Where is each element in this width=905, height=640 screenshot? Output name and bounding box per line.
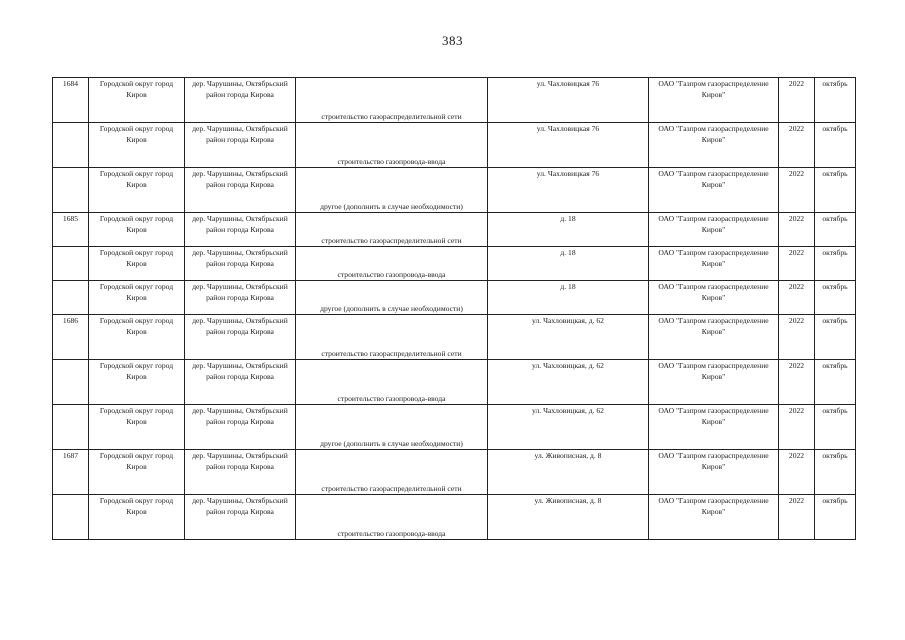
- owner-cell: ОАО "Газпром газораспределение Киров": [649, 168, 779, 213]
- month-cell: октябрь: [815, 495, 856, 540]
- row-number: [53, 360, 89, 405]
- work-type-cell: другое (дополнить в случае необходимости): [296, 281, 488, 315]
- work-type-cell: строительство газораспределительной сети: [296, 450, 488, 495]
- work-type-cell: другое (дополнить в случае необходимости): [296, 168, 488, 213]
- year-cell: 2022: [779, 315, 815, 360]
- work-type-cell: строительство газораспределительной сети: [296, 213, 488, 247]
- locality-cell: дер. Чарушины, Октябрьский район города Кирова: [185, 168, 296, 213]
- address-cell: д. 18: [488, 213, 649, 247]
- year-cell: 2022: [779, 78, 815, 123]
- row-number: 1684: [53, 78, 89, 123]
- row-number: [53, 495, 89, 540]
- table-row: [53, 405, 856, 450]
- month-cell: октябрь: [815, 360, 856, 405]
- work-type-cell: строительство газораспределительной сети: [296, 78, 488, 123]
- year-cell: 2022: [779, 405, 815, 450]
- table-row: [53, 495, 856, 540]
- table-row: [53, 213, 856, 247]
- table-row: [53, 78, 856, 123]
- gasification-table: [52, 77, 856, 540]
- row-number: [53, 123, 89, 168]
- table-row: [53, 123, 856, 168]
- year-cell: 2022: [779, 123, 815, 168]
- owner-cell: ОАО "Газпром газораспределение Киров": [649, 450, 779, 495]
- address-cell: ул. Чахловицкая, д. 62: [488, 405, 649, 450]
- year-cell: 2022: [779, 360, 815, 405]
- municipality-cell: Городской округ город Киров: [89, 213, 185, 247]
- month-cell: октябрь: [815, 450, 856, 495]
- table-row: [53, 360, 856, 405]
- row-number: 1685: [53, 213, 89, 247]
- table-body: [53, 78, 856, 540]
- month-cell: октябрь: [815, 247, 856, 281]
- address-cell: ул. Чахловицкая 76: [488, 168, 649, 213]
- owner-cell: ОАО "Газпром газораспределение Киров": [649, 247, 779, 281]
- address-cell: ул. Чахловицкая 76: [488, 123, 649, 168]
- municipality-cell: Городской округ город Киров: [89, 360, 185, 405]
- owner-cell: ОАО "Газпром газораспределение Киров": [649, 123, 779, 168]
- month-cell: октябрь: [815, 405, 856, 450]
- locality-cell: дер. Чарушины, Октябрьский район города Кирова: [185, 315, 296, 360]
- row-number: [53, 281, 89, 315]
- municipality-cell: Городской округ город Киров: [89, 281, 185, 315]
- municipality-cell: Городской округ город Киров: [89, 123, 185, 168]
- work-type-cell: строительство газораспределительной сети: [296, 315, 488, 360]
- month-cell: октябрь: [815, 78, 856, 123]
- year-cell: 2022: [779, 450, 815, 495]
- address-cell: ул. Чахловицкая, д. 62: [488, 360, 649, 405]
- month-cell: октябрь: [815, 168, 856, 213]
- locality-cell: дер. Чарушины, Октябрьский район города Кирова: [185, 405, 296, 450]
- year-cell: 2022: [779, 247, 815, 281]
- address-cell: ул. Живописная, д. 8: [488, 450, 649, 495]
- owner-cell: ОАО "Газпром газораспределение Киров": [649, 315, 779, 360]
- row-number: [53, 247, 89, 281]
- owner-cell: ОАО "Газпром газораспределение Киров": [649, 78, 779, 123]
- year-cell: 2022: [779, 213, 815, 247]
- locality-cell: дер. Чарушины, Октябрьский район города Кирова: [185, 281, 296, 315]
- locality-cell: дер. Чарушины, Октябрьский район города Кирова: [185, 213, 296, 247]
- month-cell: октябрь: [815, 213, 856, 247]
- municipality-cell: Городской округ город Киров: [89, 450, 185, 495]
- municipality-cell: Городской округ город Киров: [89, 247, 185, 281]
- address-cell: д. 18: [488, 281, 649, 315]
- address-cell: д. 18: [488, 247, 649, 281]
- work-type-cell: строительство газопровода-ввода: [296, 495, 488, 540]
- year-cell: 2022: [779, 168, 815, 213]
- work-type-cell: строительство газопровода-ввода: [296, 123, 488, 168]
- page-number: 383: [442, 33, 463, 48]
- owner-cell: ОАО "Газпром газораспределение Киров": [649, 213, 779, 247]
- locality-cell: дер. Чарушины, Октябрьский район города Кирова: [185, 495, 296, 540]
- month-cell: октябрь: [815, 281, 856, 315]
- municipality-cell: Городской округ город Киров: [89, 168, 185, 213]
- municipality-cell: Городской округ город Киров: [89, 315, 185, 360]
- table-row: [53, 247, 856, 281]
- owner-cell: ОАО "Газпром газораспределение Киров": [649, 495, 779, 540]
- work-type-cell: другое (дополнить в случае необходимости): [296, 405, 488, 450]
- owner-cell: ОАО "Газпром газораспределение Киров": [649, 360, 779, 405]
- locality-cell: дер. Чарушины, Октябрьский район города Кирова: [185, 123, 296, 168]
- owner-cell: ОАО "Газпром газораспределение Киров": [649, 281, 779, 315]
- locality-cell: дер. Чарушины, Октябрьский район города Кирова: [185, 78, 296, 123]
- work-type-cell: строительство газопровода-ввода: [296, 360, 488, 405]
- row-number: [53, 405, 89, 450]
- address-cell: ул. Живописная, д. 8: [488, 495, 649, 540]
- row-number: [53, 168, 89, 213]
- month-cell: октябрь: [815, 315, 856, 360]
- table-row: [53, 168, 856, 213]
- work-type-cell: строительство газопровода-ввода: [296, 247, 488, 281]
- locality-cell: дер. Чарушины, Октябрьский район города Кирова: [185, 450, 296, 495]
- municipality-cell: Городской округ город Киров: [89, 495, 185, 540]
- table-row: [53, 450, 856, 495]
- municipality-cell: Городской округ город Киров: [89, 78, 185, 123]
- owner-cell: ОАО "Газпром газораспределение Киров": [649, 405, 779, 450]
- year-cell: 2022: [779, 495, 815, 540]
- locality-cell: дер. Чарушины, Октябрьский район города Кирова: [185, 247, 296, 281]
- locality-cell: дер. Чарушины, Октябрьский район города Кирова: [185, 360, 296, 405]
- row-number: 1687: [53, 450, 89, 495]
- year-cell: 2022: [779, 281, 815, 315]
- row-number: 1686: [53, 315, 89, 360]
- address-cell: ул. Чахловицкая 76: [488, 78, 649, 123]
- municipality-cell: Городской округ город Киров: [89, 405, 185, 450]
- month-cell: октябрь: [815, 123, 856, 168]
- table-row: [53, 281, 856, 315]
- address-cell: ул. Чахловицкая, д. 62: [488, 315, 649, 360]
- table-row: [53, 315, 856, 360]
